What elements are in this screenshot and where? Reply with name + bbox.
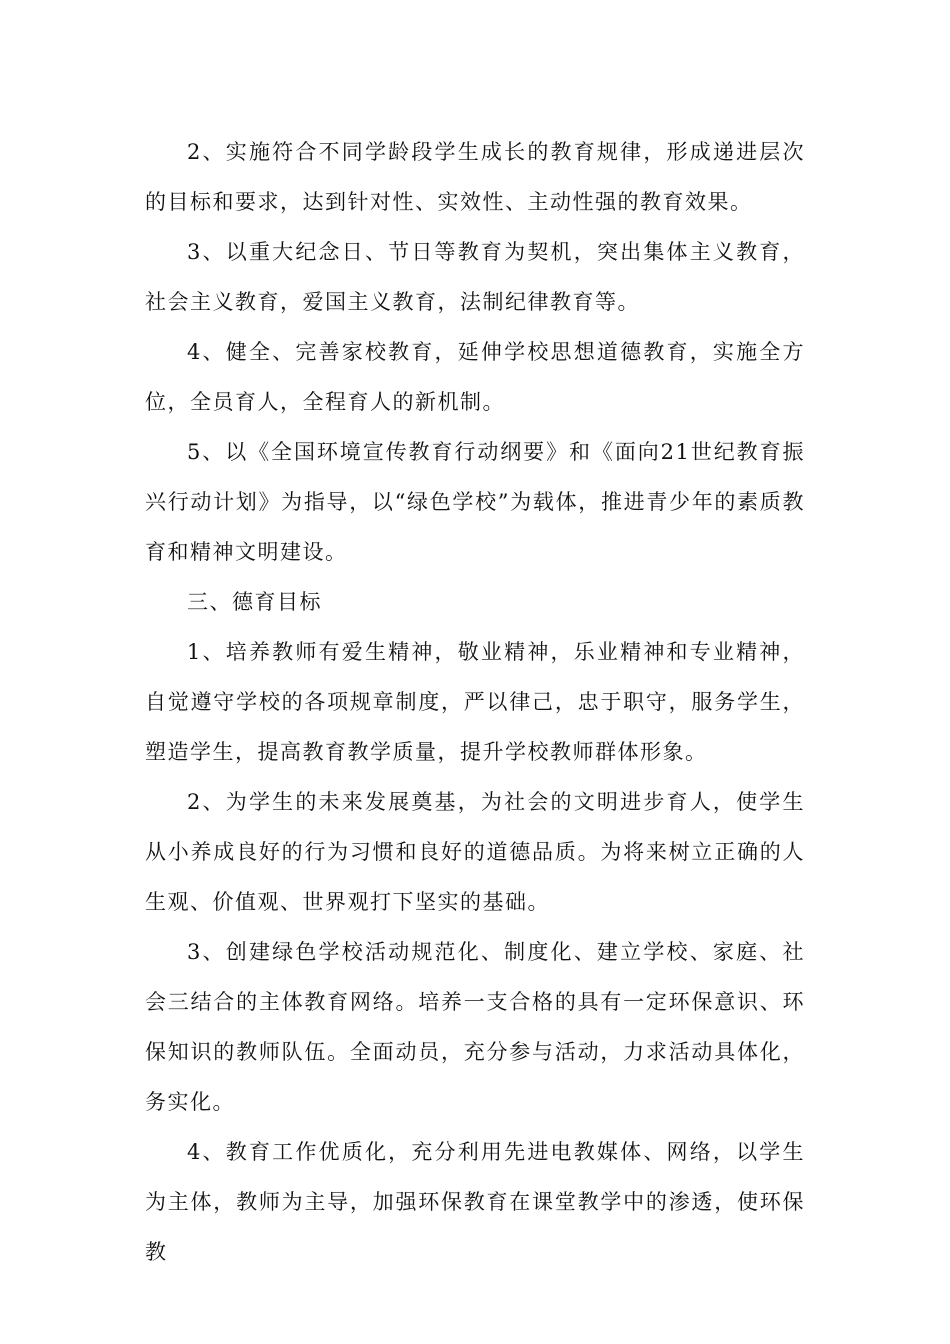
goal-item-3: 3、创建绿色学校活动规范化、制度化、建立学校、家庭、社会三结合的主体教育网络。培养一支合格的具有一定环保意识、环保知识的教师队伍。全面动员，充分参与活动，力求活动具体化，务实化。 [145, 940, 805, 1114]
paragraph-item-4: 4、健全、完善家校教育，延伸学校思想道德教育，实施全方位，全员育人，全程育人的新机制。 [145, 340, 805, 414]
section-heading-moral-goals: 三、德育目标 [187, 590, 322, 614]
goal-item-1: 1、培养教师有爱生精神，敬业精神，乐业精神和专业精神，自觉遵守学校的各项规章制度，严以律己，忠于职守，服务学生，塑造学生，提高教育教学质量，提升学校教师群体形象。 [145, 640, 805, 764]
document-body [145, 127, 805, 1277]
paragraph-item-3: 3、以重大纪念日、节日等教育为契机，突出集体主义教育，社会主义教育，爱国主义教育，法制纪律教育等。 [145, 240, 805, 314]
paragraph-item-2: 2、实施符合不同学龄段学生成长的教育规律，形成递进层次的目标和要求，达到针对性、实效性、主动性强的教育效果。 [145, 140, 805, 214]
paragraph-item-5: 5、以《全国环境宣传教育行动纲要》和《面向21世纪教育振兴行动计划》为指导，以“绿色学校”为载体，推进青少年的素质教育和精神文明建设。 [145, 440, 805, 564]
goal-item-2: 2、为学生的未来发展奠基，为社会的文明进步育人，使学生从小养成良好的行为习惯和良好的道德品质。为将来树立正确的人生观、价值观、世界观打下坚实的基础。 [145, 790, 805, 914]
goal-item-4: 4、教育工作优质化，充分利用先进电教媒体、网络，以学生为主体，教师为主导，加强环保教育在课堂教学中的渗透，使环保教 [145, 1140, 805, 1264]
